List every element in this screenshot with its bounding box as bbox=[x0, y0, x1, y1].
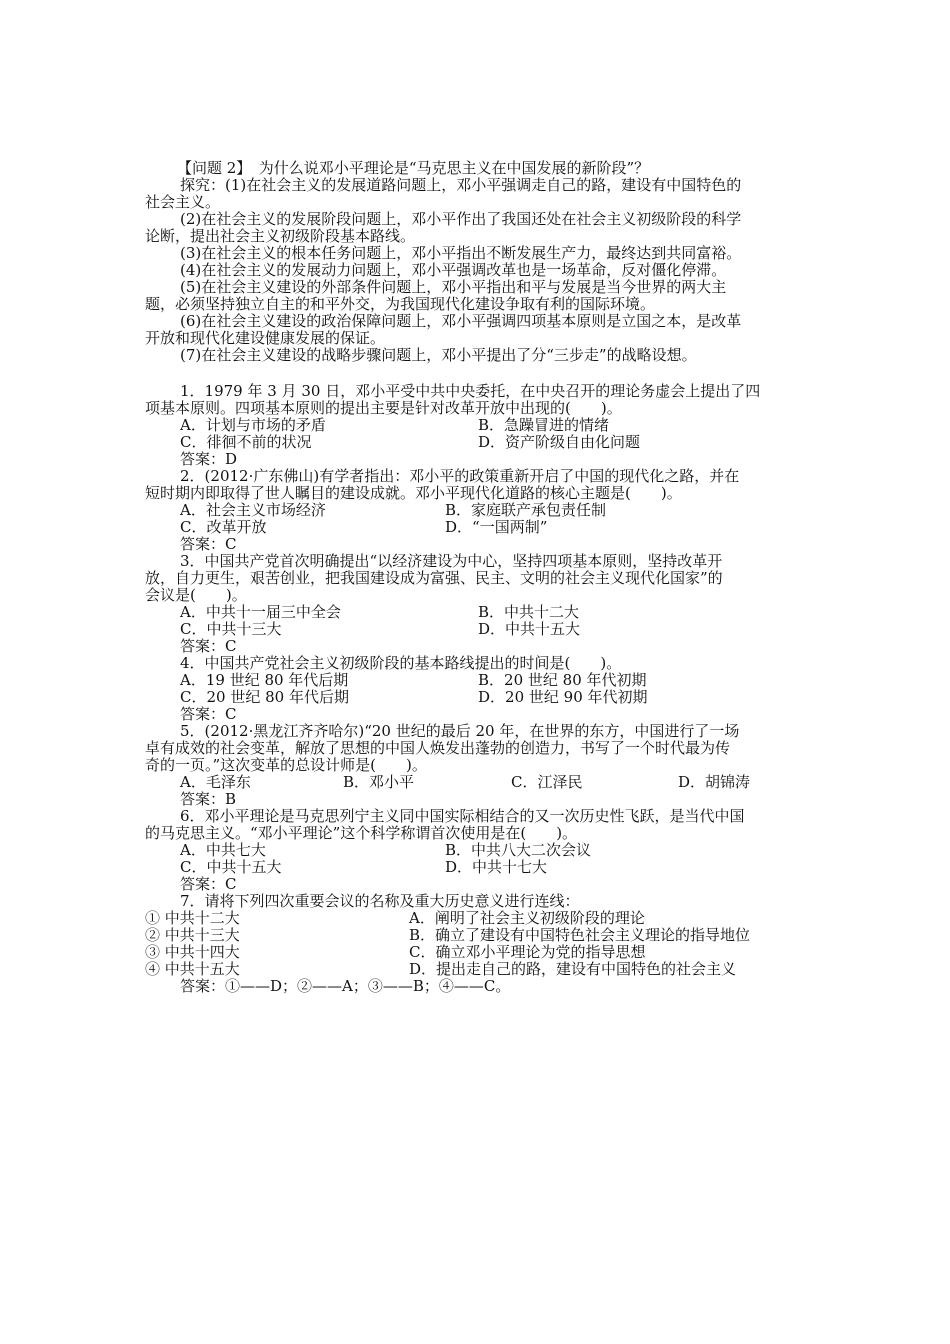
q6-stem: 的马克思主义。“邓小平理论”这个科学称谓首次使用是在( )。 bbox=[145, 824, 578, 842]
q6-options-row bbox=[145, 859, 810, 876]
q7-right-item: C．确立邓小平理论为党的指导思想 bbox=[409, 943, 646, 961]
question2-para: 题，必须坚持独立自主的和平外交，为我国现代化建设争取有利的国际环境。 bbox=[145, 295, 656, 313]
q7-match-row bbox=[145, 910, 810, 927]
q4-option-b: B．20 世纪 80 年代初期 bbox=[478, 671, 647, 689]
q2-option-d: D．“一国两制” bbox=[445, 518, 548, 536]
question2-para: (5)在社会主义建设的外部条件问题上，邓小平指出和平与发展是当今世界的两大主 bbox=[180, 278, 727, 296]
q7-match-row bbox=[145, 944, 810, 961]
q4-stem: 4．中国共产党社会主义初级阶段的基本路线提出的时间是( )。 bbox=[180, 654, 622, 672]
question2-para: 论断，提出社会主义初级阶段基本路线。 bbox=[145, 227, 416, 245]
q5-option-c: C．江泽民 bbox=[511, 773, 583, 791]
q3-options-row bbox=[145, 604, 810, 621]
q4-option-d: D．20 世纪 90 年代初期 bbox=[478, 688, 648, 706]
q3-stem: 会议是( )。 bbox=[145, 586, 247, 604]
q6-options-row bbox=[145, 842, 810, 859]
q3-option-a: A．中共十一届三中全会 bbox=[180, 603, 341, 621]
q1-stem: 项基本原则。四项基本原则的提出主要是针对改革开放中出现的( )。 bbox=[145, 399, 622, 417]
q1-options-row bbox=[145, 417, 810, 434]
q2-options-row bbox=[145, 502, 810, 519]
q6-option-c: C．中共十五大 bbox=[180, 858, 282, 876]
q3-answer: 答案：C bbox=[180, 637, 237, 655]
question2-para: (4)在社会主义的发展动力问题上，邓小平强调改革也是一场革命，反对僵化停滞。 bbox=[180, 261, 727, 279]
q2-stem: 短时期内即取得了世人瞩目的建设成就。邓小平现代化道路的核心主题是( )。 bbox=[145, 484, 682, 502]
q7-left-item: ② 中共十三大 bbox=[145, 926, 240, 944]
q4-option-c: C．20 世纪 80 年代后期 bbox=[180, 688, 349, 706]
q5-stem: 奇的一页。”这次变革的总设计师是( )。 bbox=[145, 756, 427, 774]
q6-answer: 答案：C bbox=[180, 875, 237, 893]
q4-answer: 答案：C bbox=[180, 705, 237, 723]
q7-left-item: ④ 中共十五大 bbox=[145, 960, 240, 978]
q2-options-row bbox=[145, 519, 810, 536]
q2-option-c: C．改革开放 bbox=[180, 518, 267, 536]
q1-option-c: C．徘徊不前的状况 bbox=[180, 433, 312, 451]
question2-para: 社会主义。 bbox=[145, 193, 221, 211]
q7-right-item: D．提出走自己的路，建设有中国特色的社会主义 bbox=[409, 960, 737, 978]
q2-option-b: B．家庭联产承包责任制 bbox=[445, 501, 607, 519]
q5-stem: 卓有成效的社会变革，解放了思想的中国人焕发出蓬勃的创造力，书写了一个时代最为传 bbox=[145, 739, 731, 757]
q5-option-b: B．邓小平 bbox=[343, 773, 415, 791]
q4-option-a: A．19 世纪 80 年代后期 bbox=[180, 671, 349, 689]
q7-match-row bbox=[145, 927, 810, 944]
question2-para: (2)在社会主义的发展阶段问题上，邓小平作出了我国还处在社会主义初级阶段的科学 bbox=[180, 210, 742, 228]
q4-options-row bbox=[145, 672, 810, 689]
q3-option-c: C．中共十三大 bbox=[180, 620, 282, 638]
q7-left-item: ① 中共十二大 bbox=[145, 909, 240, 927]
q1-stem: 1．1979 年 3 月 30 日，邓小平受中共中央委托，在中央召开的理论务虚会上提出了四 bbox=[180, 382, 761, 400]
question2-para: (7)在社会主义建设的战略步骤问题上，邓小平提出了分“三步走”的战略设想。 bbox=[180, 346, 697, 364]
q6-stem: 6．邓小平理论是马克思列宁主义同中国实际相结合的又一次历史性飞跃，是当代中国 bbox=[180, 807, 745, 825]
q5-option-a: A．毛泽东 bbox=[180, 773, 251, 791]
q2-stem: 2．(2012·广东佛山)有学者指出：邓小平的政策重新开启了中国的现代化之路，并在 bbox=[180, 467, 740, 485]
q6-option-d: D．中共十七大 bbox=[445, 858, 548, 876]
q1-option-a: A．计划与市场的矛盾 bbox=[180, 416, 326, 434]
q2-option-a: A．社会主义市场经济 bbox=[180, 501, 326, 519]
q5-answer: 答案：B bbox=[180, 790, 237, 808]
question2-title: 【问题 2】 为什么说邓小平理论是“马克思主义在中国发展的新阶段”？ bbox=[177, 159, 650, 177]
q1-answer: 答案：D bbox=[180, 450, 238, 468]
q7-answer: 答案：①——D；②——A；③——B；④——C。 bbox=[180, 977, 511, 995]
q4-options-row bbox=[145, 689, 810, 706]
question2-para: (3)在社会主义的根本任务问题上，邓小平指出不断发展生产力，最终达到共同富裕。 bbox=[180, 244, 742, 262]
q6-option-a: A．中共七大 bbox=[180, 841, 266, 859]
q7-right-item: A．阐明了社会主义初级阶段的理论 bbox=[409, 909, 645, 927]
q3-stem: 3．中国共产党首次明确提出“以经济建设为中心，坚持四项基本原则，坚持改革开 bbox=[180, 552, 723, 570]
q1-options-row bbox=[145, 434, 810, 451]
q3-stem: 放，自力更生，艰苦创业，把我国建设成为富强、民主、文明的社会主义现代化国家”的 bbox=[145, 569, 723, 587]
question2-para: 开放和现代化建设健康发展的保证。 bbox=[145, 329, 386, 347]
q5-options-row bbox=[145, 774, 810, 791]
q7-left-item: ③ 中共十四大 bbox=[145, 943, 240, 961]
q3-option-b: B．中共十二大 bbox=[478, 603, 580, 621]
q7-match-row bbox=[145, 961, 810, 978]
q7-stem: 7．请将下列四次重要会议的名称及重大历史意义进行连线： bbox=[180, 892, 580, 910]
q3-options-row bbox=[145, 621, 810, 638]
spacer bbox=[145, 364, 810, 383]
q7-right-item: B．确立了建设有中国特色社会主义理论的指导地位 bbox=[409, 926, 751, 944]
q5-stem: 5．(2012·黑龙江齐齐哈尔)“20 世纪的最后 20 年，在世界的东方，中国进行了一场 bbox=[180, 722, 740, 740]
question2-para: 探究：(1)在社会主义的发展道路问题上，邓小平强调走自己的路，建设有中国特色的 bbox=[180, 176, 742, 194]
q2-answer: 答案：C bbox=[180, 535, 237, 553]
q5-option-d: D．胡锦涛 bbox=[678, 773, 751, 791]
q1-option-b: B．急躁冒进的情绪 bbox=[478, 416, 610, 434]
question2-para: (6)在社会主义建设的政治保障问题上，邓小平强调四项基本原则是立国之本，是改革 bbox=[180, 312, 742, 330]
document-body bbox=[145, 160, 810, 995]
q6-option-b: B．中共八大二次会议 bbox=[445, 841, 592, 859]
q1-option-d: D．资产阶级自由化问题 bbox=[478, 433, 641, 451]
q3-option-d: D．中共十五大 bbox=[478, 620, 581, 638]
